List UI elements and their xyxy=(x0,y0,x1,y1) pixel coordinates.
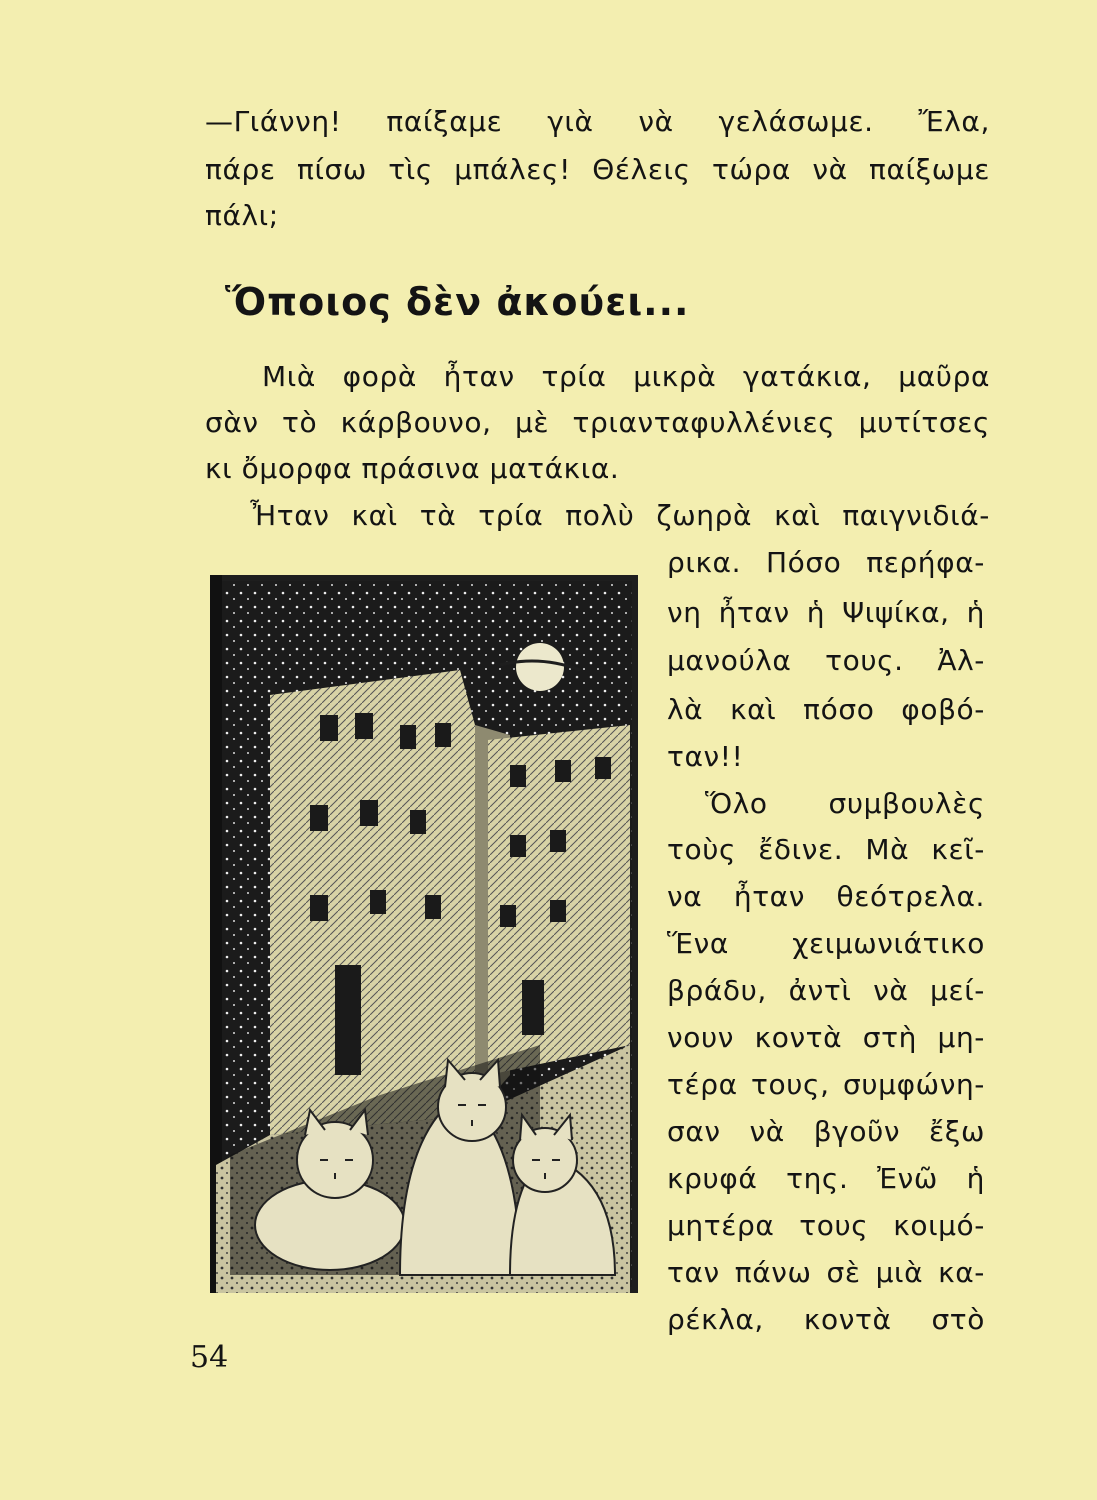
column-line: τέρα τους, συμφώνη- xyxy=(667,1068,985,1101)
column-line: λὰ καὶ πόσο φοβό- xyxy=(667,693,985,726)
column-line: νη ἦταν ἡ Ψιψίκα, ἡ xyxy=(667,596,985,629)
cats-street-illustration xyxy=(210,575,638,1293)
story-paragraph-1-line-2: σὰν τὸ κάρβουνο, μὲ τριανταφυλλένιες μυτίτσες xyxy=(205,406,990,439)
column-line: κρυφά της. Ἐνῶ ἡ xyxy=(667,1162,985,1195)
column-line: ταν!! xyxy=(667,740,744,773)
column-line: Ἕνα χειμωνιάτικο xyxy=(667,927,985,960)
column-line: να ἦταν θεότρελα. xyxy=(667,880,985,913)
column-line: ταν πάνω σὲ μιὰ κα- xyxy=(667,1256,985,1289)
story-title: Ὅποιος δὲν ἀκούει... xyxy=(225,280,690,324)
page-number: 54 xyxy=(190,1340,229,1375)
column-line: τοὺς ἔδινε. Μὰ κεῖ- xyxy=(667,833,985,866)
dialogue-line-1: —Γιάννη! παίξαμε γιὰ νὰ γελάσωμε. Ἔλα, xyxy=(205,105,990,138)
column-line: ρικα. Πόσο περήφα- xyxy=(667,546,985,579)
moon xyxy=(516,643,564,691)
column-line: βράδυ, ἀντὶ νὰ μεί- xyxy=(667,974,985,1007)
column-line: μητέρα τους κοιμό- xyxy=(667,1209,985,1242)
dialogue-line-3: πάλι; xyxy=(205,199,279,232)
story-paragraph-2-line-1: Ἦταν καὶ τὰ τρία πολὺ ζωηρὰ καὶ παιγνιδιά- xyxy=(250,499,990,532)
story-paragraph-1-line-3: κι ὄμορφα πράσινα ματάκια. xyxy=(205,452,620,485)
column-line: Ὅλο συμβουλὲς xyxy=(705,787,985,820)
story-paragraph-1-line-1: Μιὰ φορὰ ἦταν τρία μικρὰ γατάκια, μαῦρα xyxy=(262,360,990,393)
column-line: σαν νὰ βγοῦν ἔξω xyxy=(667,1115,985,1148)
column-line: μανούλα τους. Ἀλ- xyxy=(667,644,985,677)
column-line: ρέκλα, κοντὰ στὸ xyxy=(667,1303,985,1336)
dialogue-line-2: πάρε πίσω τὶς μπάλες! Θέλεις τώρα νὰ παίξωμε xyxy=(205,153,990,186)
column-line: νουν κοντὰ στὴ μη- xyxy=(667,1021,985,1054)
